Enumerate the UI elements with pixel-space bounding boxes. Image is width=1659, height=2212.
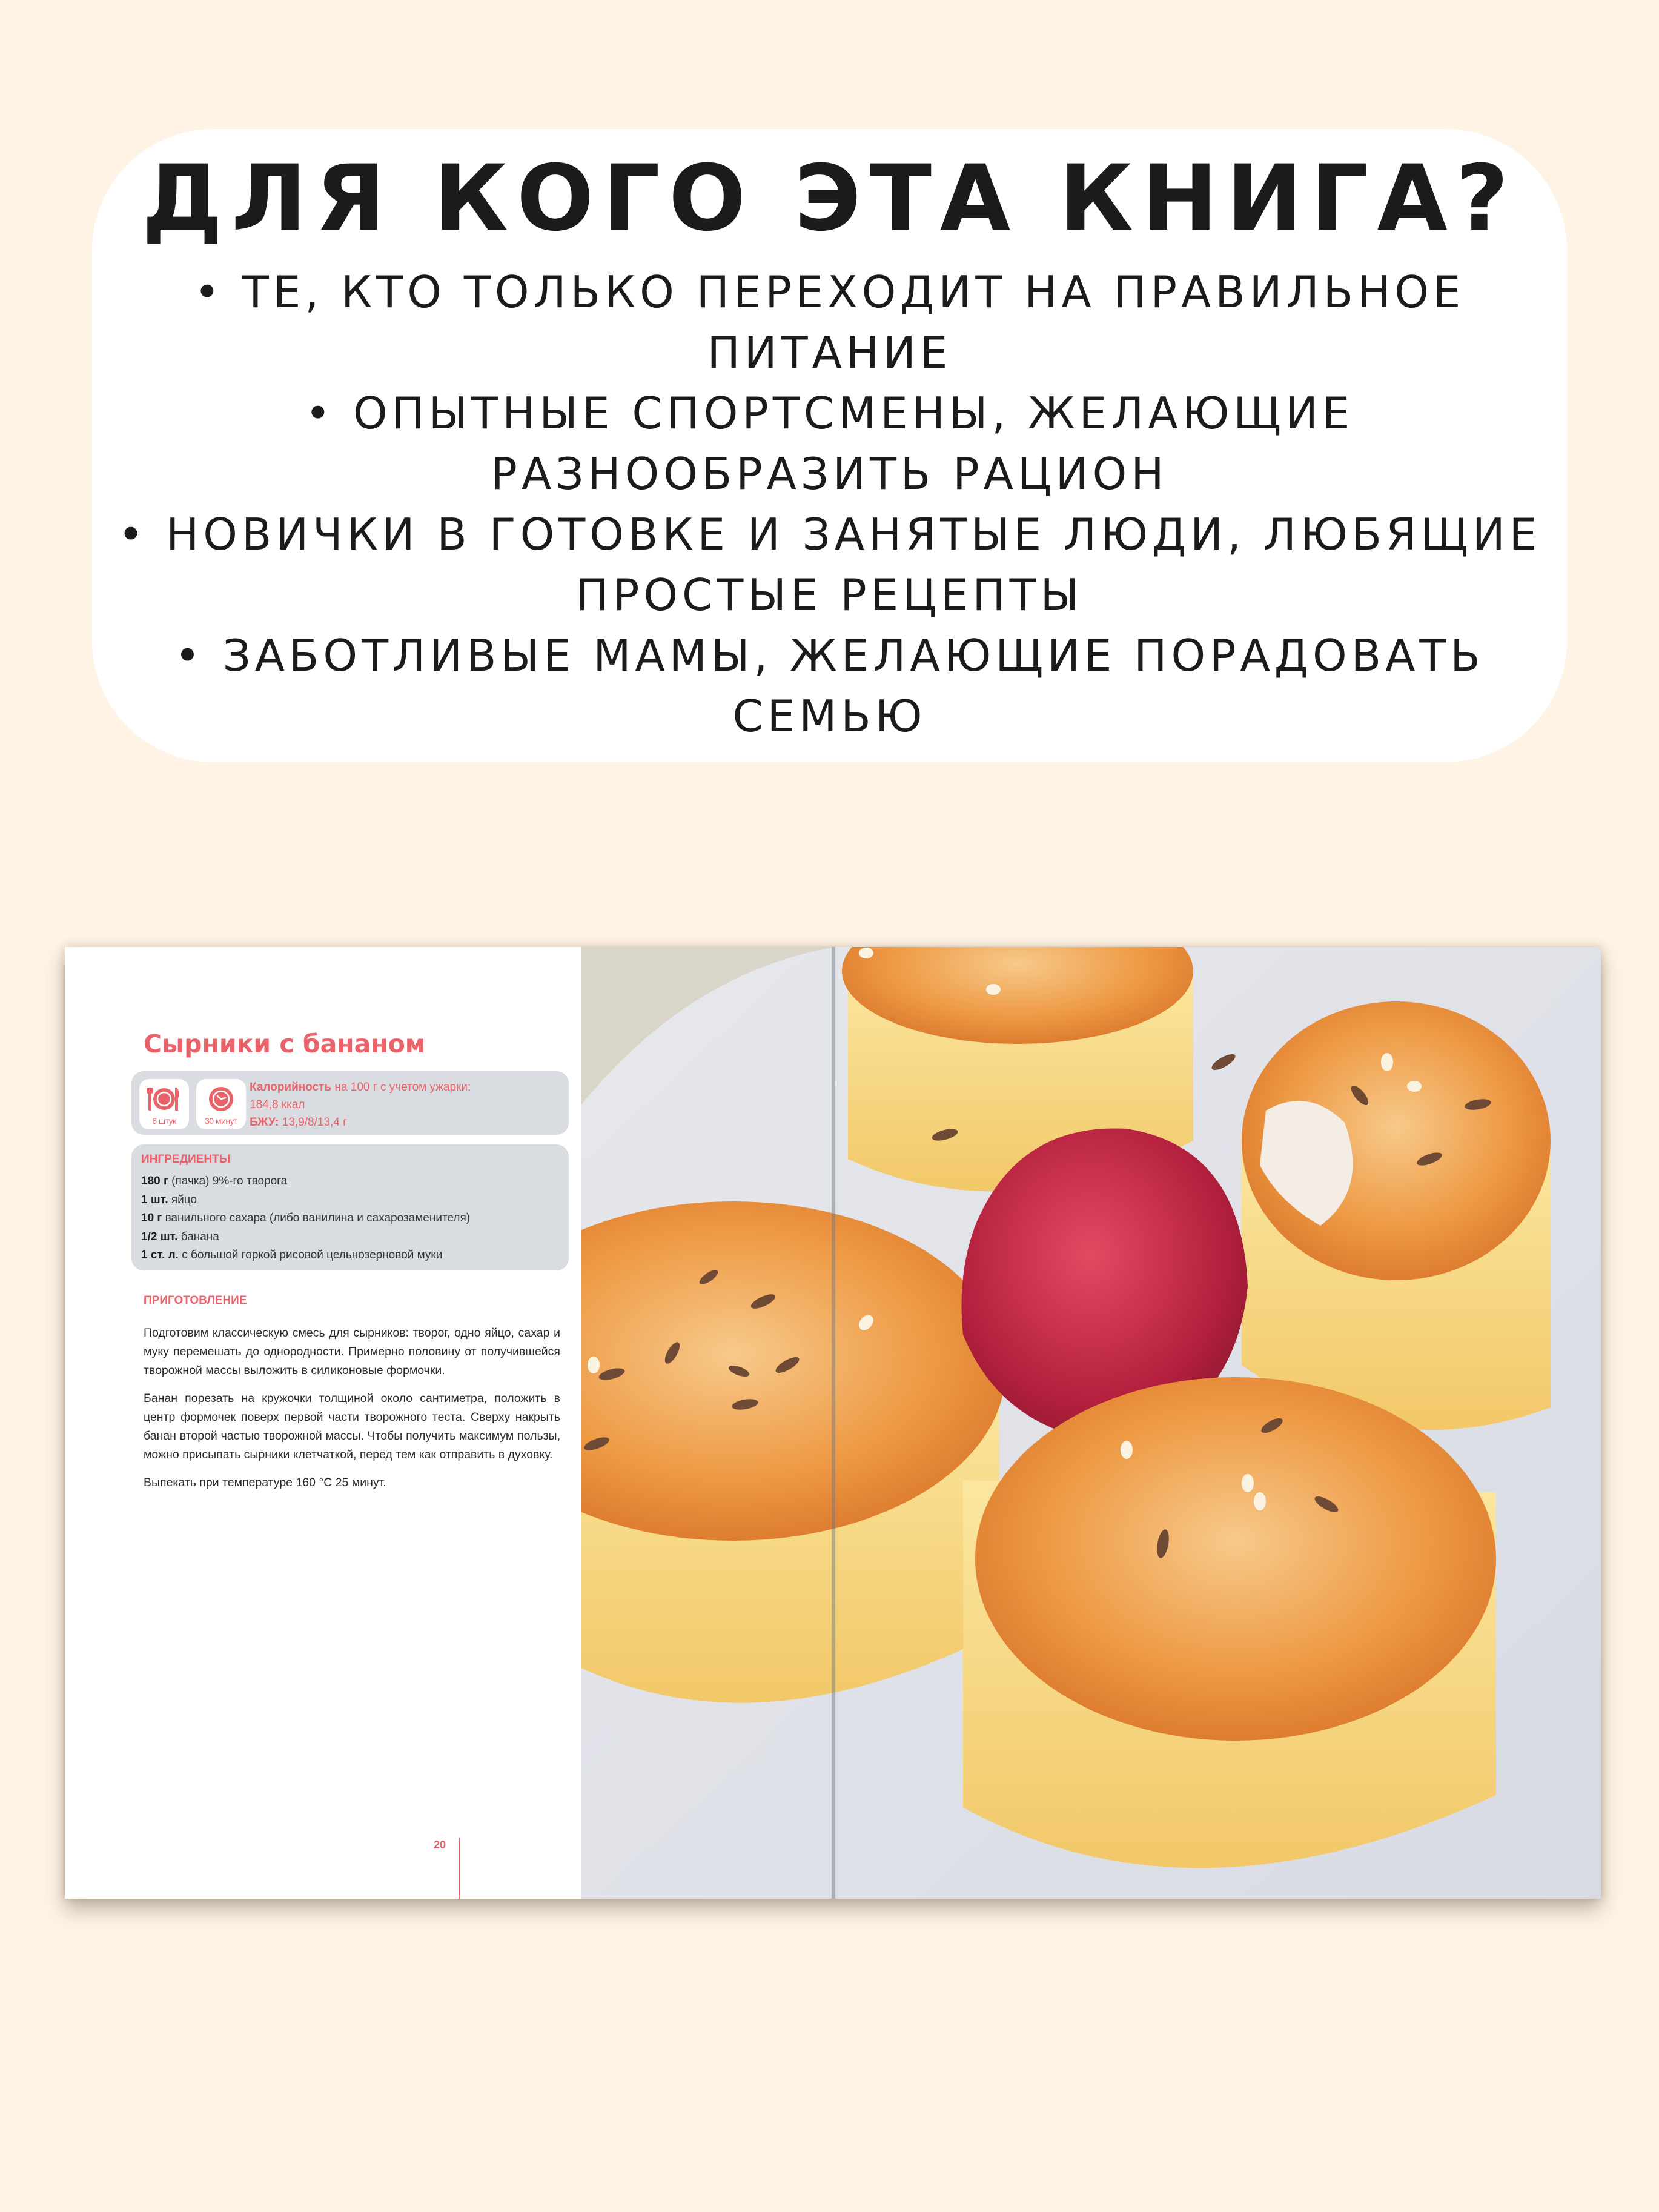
audience-line: СЕМЬЮ <box>732 691 927 742</box>
ingredients-box <box>131 1144 569 1270</box>
audience-line: • НОВИЧКИ В ГОТОВКЕ И ЗАНЯТЫЕ ЛЮДИ, ЛЮБЯЩИЕ <box>118 509 1541 560</box>
preparation-paragraph: Банан порезать на кружочки толщиной около сантиметра, положить в центр формочек поверх первой части творожного теста. Сверху накрыть банан второй частью творожной массы. Чтобы получить максимум пользы, можно присыпать сырники клетчаткой, перед тем как отправить в духовку. <box>144 1392 560 1461</box>
ingredient-text: банана <box>177 1230 219 1243</box>
calories-value: 184,8 ккал <box>250 1098 305 1111</box>
page-rule-divider <box>459 1838 460 1899</box>
bju-label: БЖУ: <box>250 1116 279 1129</box>
preparation-text <box>144 1324 560 1501</box>
ingredient-qty: 180 г <box>141 1175 168 1187</box>
calories-label: Калорийность <box>250 1081 332 1094</box>
audience-line: • ЗАБОТЛИВЫЕ МАМЫ, ЖЕЛАЮЩИЕ ПОРАДОВАТЬ <box>174 630 1485 681</box>
audience-list <box>92 262 1567 746</box>
nutrition-info <box>250 1078 471 1131</box>
ingredient-text: с большой горкой рисовой цельнозерновой муки <box>178 1249 443 1261</box>
ingredients-heading: ИНГРЕДИЕНТЫ <box>141 1153 231 1166</box>
recipe-page <box>65 947 581 1899</box>
ingredient-item <box>141 1172 470 1191</box>
audience-line: ПРОСТЫЕ РЕЦЕПТЫ <box>575 570 1084 620</box>
ingredient-item <box>141 1246 470 1265</box>
ingredient-qty: 1/2 шт. <box>141 1230 178 1243</box>
ingredient-qty: 1 ст. л. <box>141 1249 179 1261</box>
time-tile <box>196 1079 246 1129</box>
ingredient-item <box>141 1191 470 1210</box>
clock-icon <box>207 1085 235 1113</box>
calories-suffix: на 100 г с учетом ужарки: <box>331 1081 471 1094</box>
ingredient-item <box>141 1228 470 1247</box>
preparation-paragraph: Выпекать при температуре 160 °C 25 минут. <box>144 1476 386 1489</box>
ingredient-qty: 10 г <box>141 1212 162 1224</box>
banner-title: ДЛЯ КОГО ЭТА КНИГА? <box>142 146 1517 251</box>
ingredients-list <box>141 1172 470 1265</box>
recipe-info-box <box>131 1071 569 1135</box>
time-label: 30 минут <box>204 1116 238 1126</box>
servings-label: 6 штук <box>152 1116 176 1126</box>
servings-tile <box>139 1079 189 1129</box>
page-number: 20 <box>434 1839 446 1851</box>
book-spread <box>65 947 1601 1899</box>
preparation-paragraph: Подготовим классическую смесь для сырников: творог, одно яйцо, сахар и муку перемешать до однородности. Примерно половину от получившейся творожной массы выложить в силиконовые формочки. <box>144 1326 560 1377</box>
preparation-heading: ПРИГОТОВЛЕНИЕ <box>144 1294 247 1307</box>
audience-line: • ТЕ, КТО ТОЛЬКО ПЕРЕХОДИТ НА ПРАВИЛЬНОЕ <box>194 267 1465 317</box>
bju-value: 13,9/8/13,4 г <box>279 1116 348 1129</box>
plate-cutlery-icon <box>147 1085 182 1113</box>
ingredient-text: (пачка) 9%-го творога <box>168 1175 288 1187</box>
food-photo <box>581 947 1601 1899</box>
recipe-title: Сырники с бананом <box>144 1029 426 1058</box>
ingredient-text: ванильного сахара (либо ванилина и сахарозаменителя) <box>162 1212 471 1224</box>
ingredient-item <box>141 1209 470 1228</box>
ingredient-qty: 1 шт. <box>141 1193 168 1206</box>
audience-line: ПИТАНИЕ <box>707 327 952 378</box>
cheesecakes-photo-illustration <box>581 947 1601 1899</box>
audience-line: • ОПЫТНЫЕ СПОРТСМЕНЫ, ЖЕЛАЮЩИЕ <box>305 388 1354 439</box>
audience-line: РАЗНООБРАЗИТЬ РАЦИОН <box>491 448 1168 499</box>
ingredient-text: яйцо <box>168 1193 197 1206</box>
